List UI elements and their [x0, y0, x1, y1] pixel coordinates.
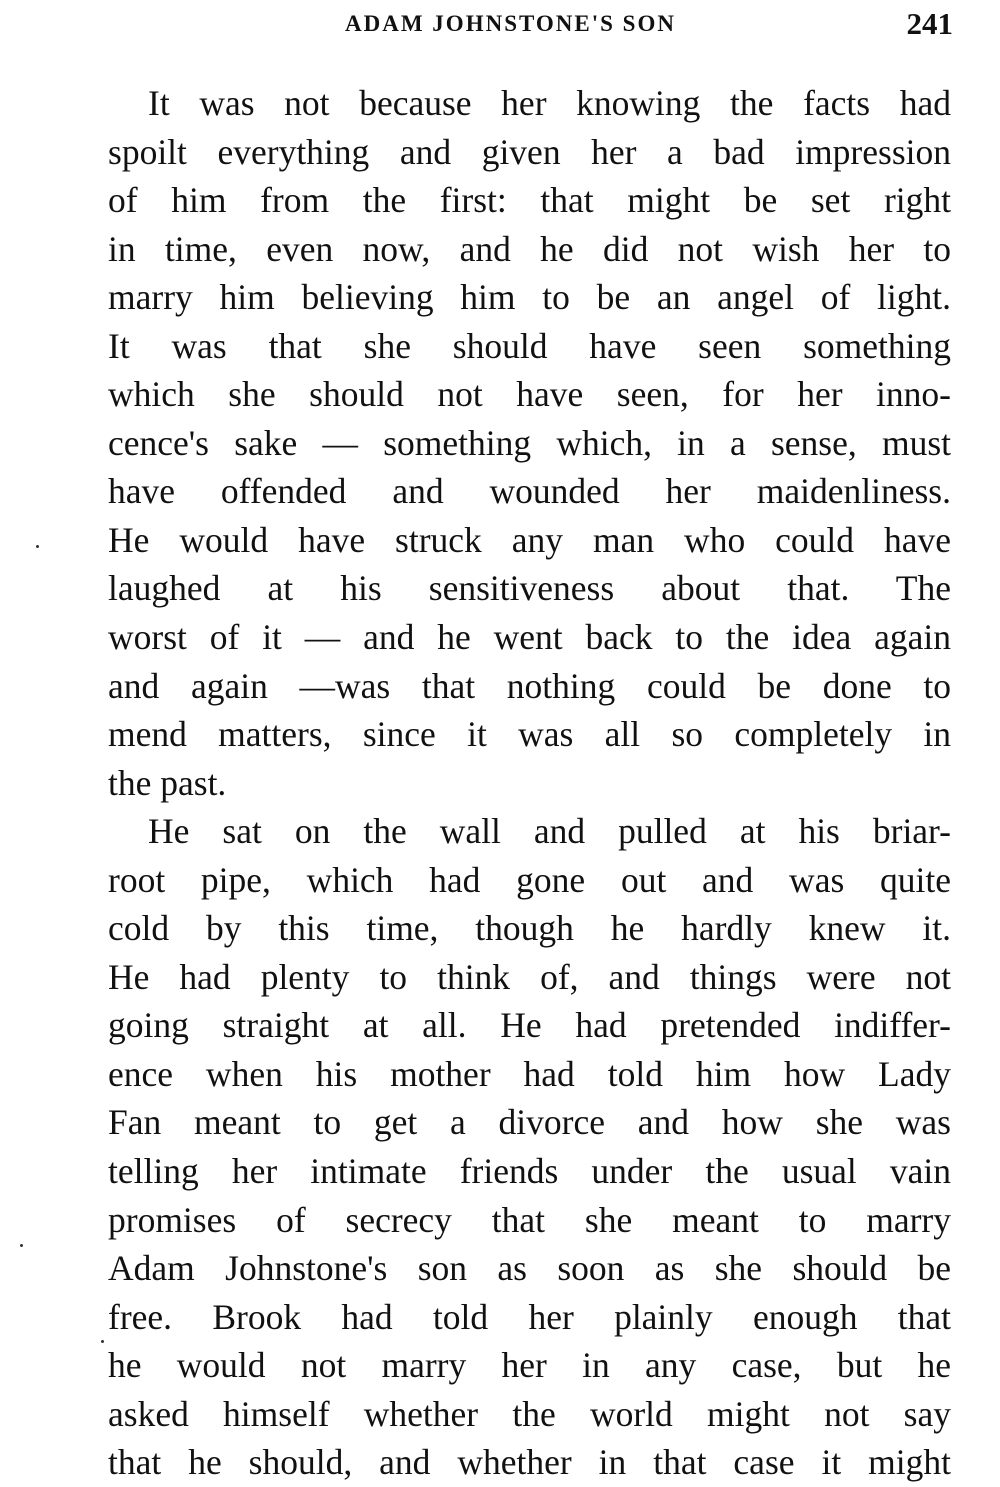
text-line: free. Brook had told her plainly enough that	[108, 1296, 951, 1337]
running-title: ADAM JOHNSTONE'S SON	[345, 11, 676, 36]
text-line: spoilt everything and given her a bad impression	[108, 131, 951, 172]
text-line: laughed at his sensitiveness about that. The	[108, 568, 951, 609]
text-line: and again —was that nothing could be done to	[108, 665, 951, 706]
text-line: the past.	[108, 762, 227, 803]
text-line: that he should, and whether in that case it might	[108, 1442, 951, 1483]
text-line: asked himself whether the world might not say	[108, 1393, 951, 1434]
text-line: Adam Johnstone's son as soon as she should be	[108, 1248, 951, 1289]
running-head	[108, 6, 953, 42]
text-line: It was not because her knowing the facts had	[148, 83, 951, 123]
text-line: Fan meant to get a divorce and how she was	[108, 1102, 951, 1143]
text-line: He sat on the wall and pulled at his briar-	[148, 811, 951, 852]
text-line: mend matters, since it was all so completely in	[108, 714, 951, 755]
text-line: root pipe, which had gone out and was quite	[108, 859, 951, 900]
text-line: telling her intimate friends under the usual vain	[108, 1151, 951, 1192]
text-line: going straight at all. He had pretended indiffer-	[108, 1005, 951, 1046]
text-line: worst of it — and he went back to the idea again	[108, 617, 951, 658]
margin-speck	[36, 545, 39, 548]
text-line: ence when his mother had told him how Lady	[108, 1053, 951, 1094]
text-line: He would have struck any man who could have	[108, 519, 951, 560]
margin-speck	[101, 1340, 104, 1343]
text-line: of him from the first: that might be set right	[108, 180, 951, 221]
text-line: marry him believing him to be an angel of light.	[108, 277, 951, 318]
text-line: It was that she should have seen something	[108, 325, 951, 366]
body-text	[108, 79, 951, 1487]
text-line: promises of secrecy that she meant to marry	[108, 1199, 951, 1240]
text-line: in time, even now, and he did not wish her to	[108, 228, 951, 269]
text-line: he would not marry her in any case, but he	[108, 1345, 951, 1386]
text-line: He had plenty to think of, and things were not	[108, 956, 951, 997]
text-line: cence's sake — something which, in a sense, must	[108, 422, 951, 463]
text-line: cold by this time, though he hardly knew it.	[108, 908, 951, 949]
page-number: 241	[906, 6, 953, 41]
text-line: have offended and wounded her maidenliness.	[108, 471, 951, 512]
margin-speck	[20, 1244, 23, 1247]
text-line: which she should not have seen, for her inno-	[108, 374, 951, 415]
